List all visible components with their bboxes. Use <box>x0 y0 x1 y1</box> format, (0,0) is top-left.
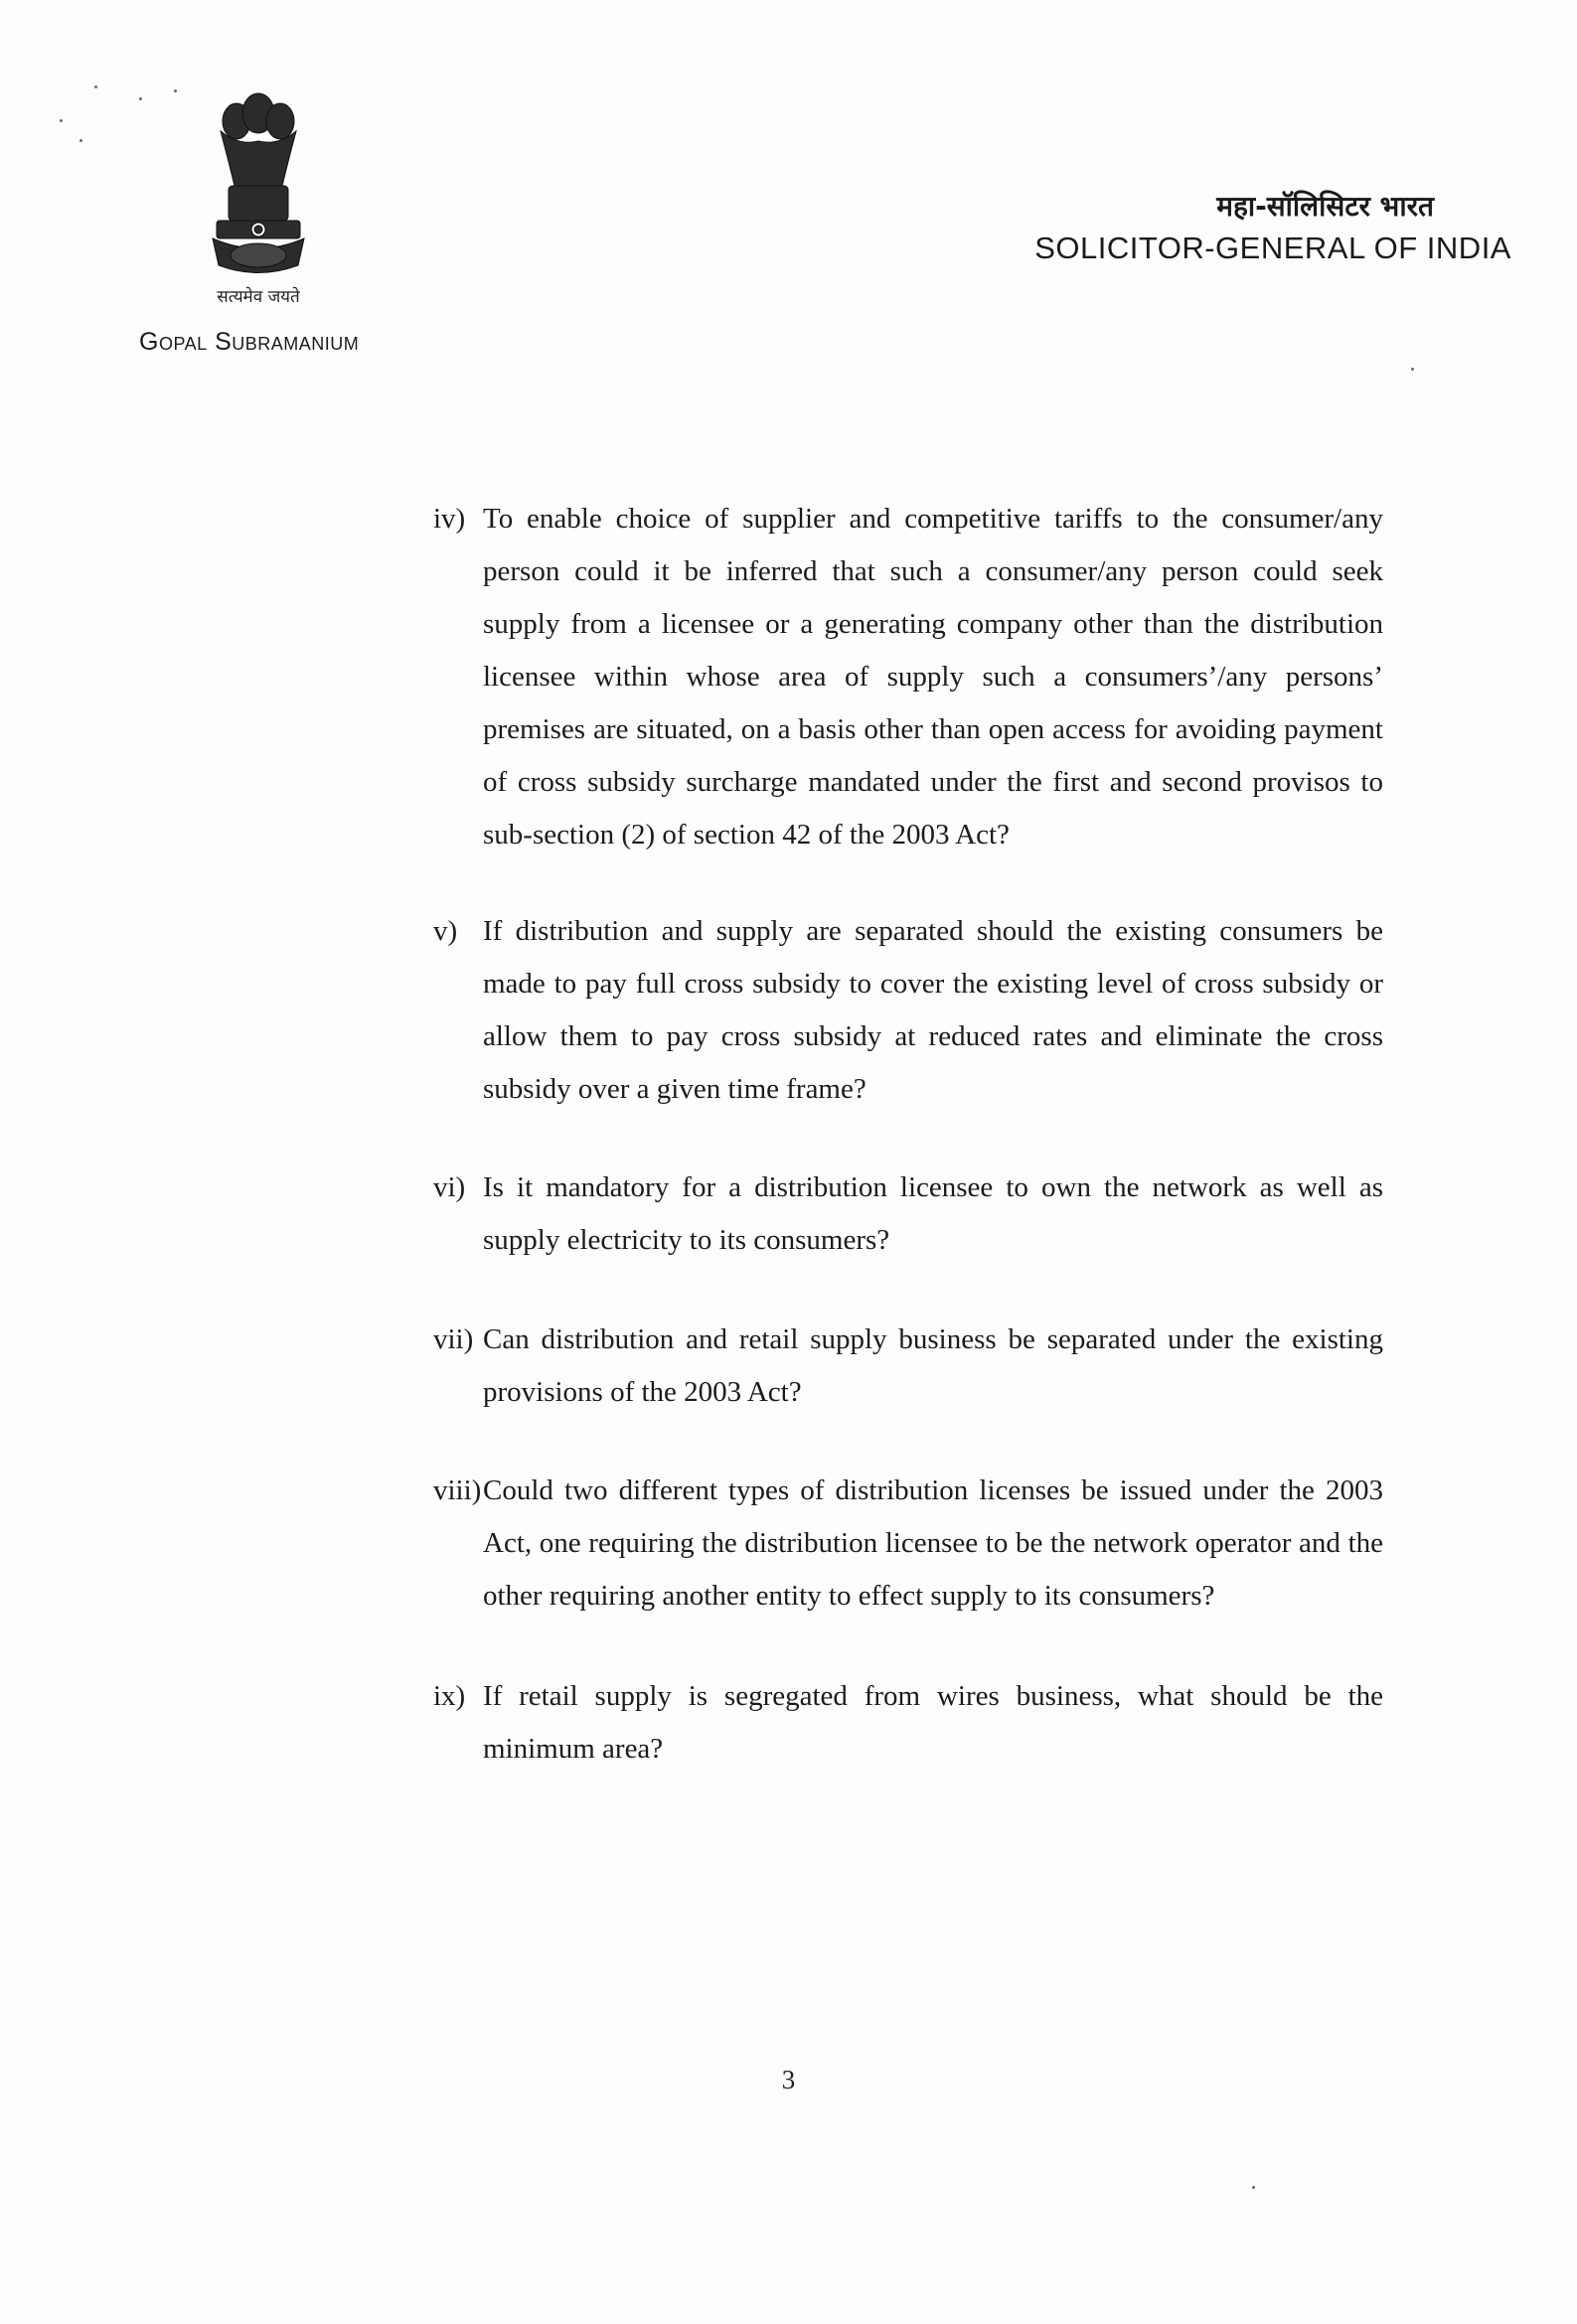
question-item <box>433 905 1383 1116</box>
question-item <box>433 493 1383 861</box>
question-text: If retail supply is segregated from wires business, what should be the minimum area? <box>483 1680 1383 1765</box>
question-number: vi) <box>433 1171 466 1203</box>
question-number: vii) <box>433 1323 474 1355</box>
page-number: 3 <box>781 2065 796 2094</box>
letterhead-title <box>1034 189 1511 268</box>
scan-speck <box>79 139 82 142</box>
question-item <box>433 1465 1383 1623</box>
question-number: viii) <box>433 1474 482 1506</box>
question-text: If distribution and supply are separated should the existing consumers be made to pay full cross subsidy to cover the existing level of cross subsidy or allow them to pay cross subsidy at reduced rates and eliminate the cross subsidy over a given time frame? <box>483 915 1383 1105</box>
scan-speck <box>139 97 142 100</box>
question-item <box>433 1670 1383 1776</box>
scan-speck <box>60 119 63 122</box>
scan-speck <box>94 85 97 88</box>
scan-speck <box>1411 368 1414 371</box>
officer-name: Gopal Subramanium <box>139 328 360 356</box>
question-number: v) <box>433 915 458 947</box>
question-text: Is it mandatory for a distribution licensee to own the network as well as supply electricity to its consumers? <box>483 1171 1383 1256</box>
question-text: Can distribution and retail supply business be separated under the existing provisions of the 2003 Act? <box>483 1323 1383 1408</box>
question-text: Could two different types of distribution licenses be issued under the 2003 Act, one requiring the distribution licensee to be the network operator and the other requiring another entity to effect supply to its consumers? <box>483 1474 1383 1612</box>
question-list <box>433 493 1383 1776</box>
question-item <box>433 1314 1383 1419</box>
emblem-motto: सत्यमेव जयते <box>217 287 300 307</box>
question-item <box>433 1162 1383 1267</box>
question-number: ix) <box>433 1680 466 1712</box>
scan-speck <box>1252 2186 1255 2189</box>
scan-speck <box>174 89 177 92</box>
title-hindi: महा-सॉलिसिटर भारत <box>1216 190 1434 223</box>
title-english: SOLICITOR-GENERAL OF INDIA <box>1034 231 1511 265</box>
question-text: To enable choice of supplier and competitive tariffs to the consumer/any person could it be inferred that such a consumer/any person could seek supply from a licensee or a generating company other than the distribution licensee within whose area of supply such a consumers’/any persons’ premises are situated, on a basis other than open access for avoiding payment of cross subsidy surcharge mandated under the first and second provisos to sub-section (2) of section 42 of the 2003 Act? <box>483 503 1383 851</box>
national-emblem-icon <box>199 91 318 290</box>
question-number: iv) <box>433 503 466 535</box>
